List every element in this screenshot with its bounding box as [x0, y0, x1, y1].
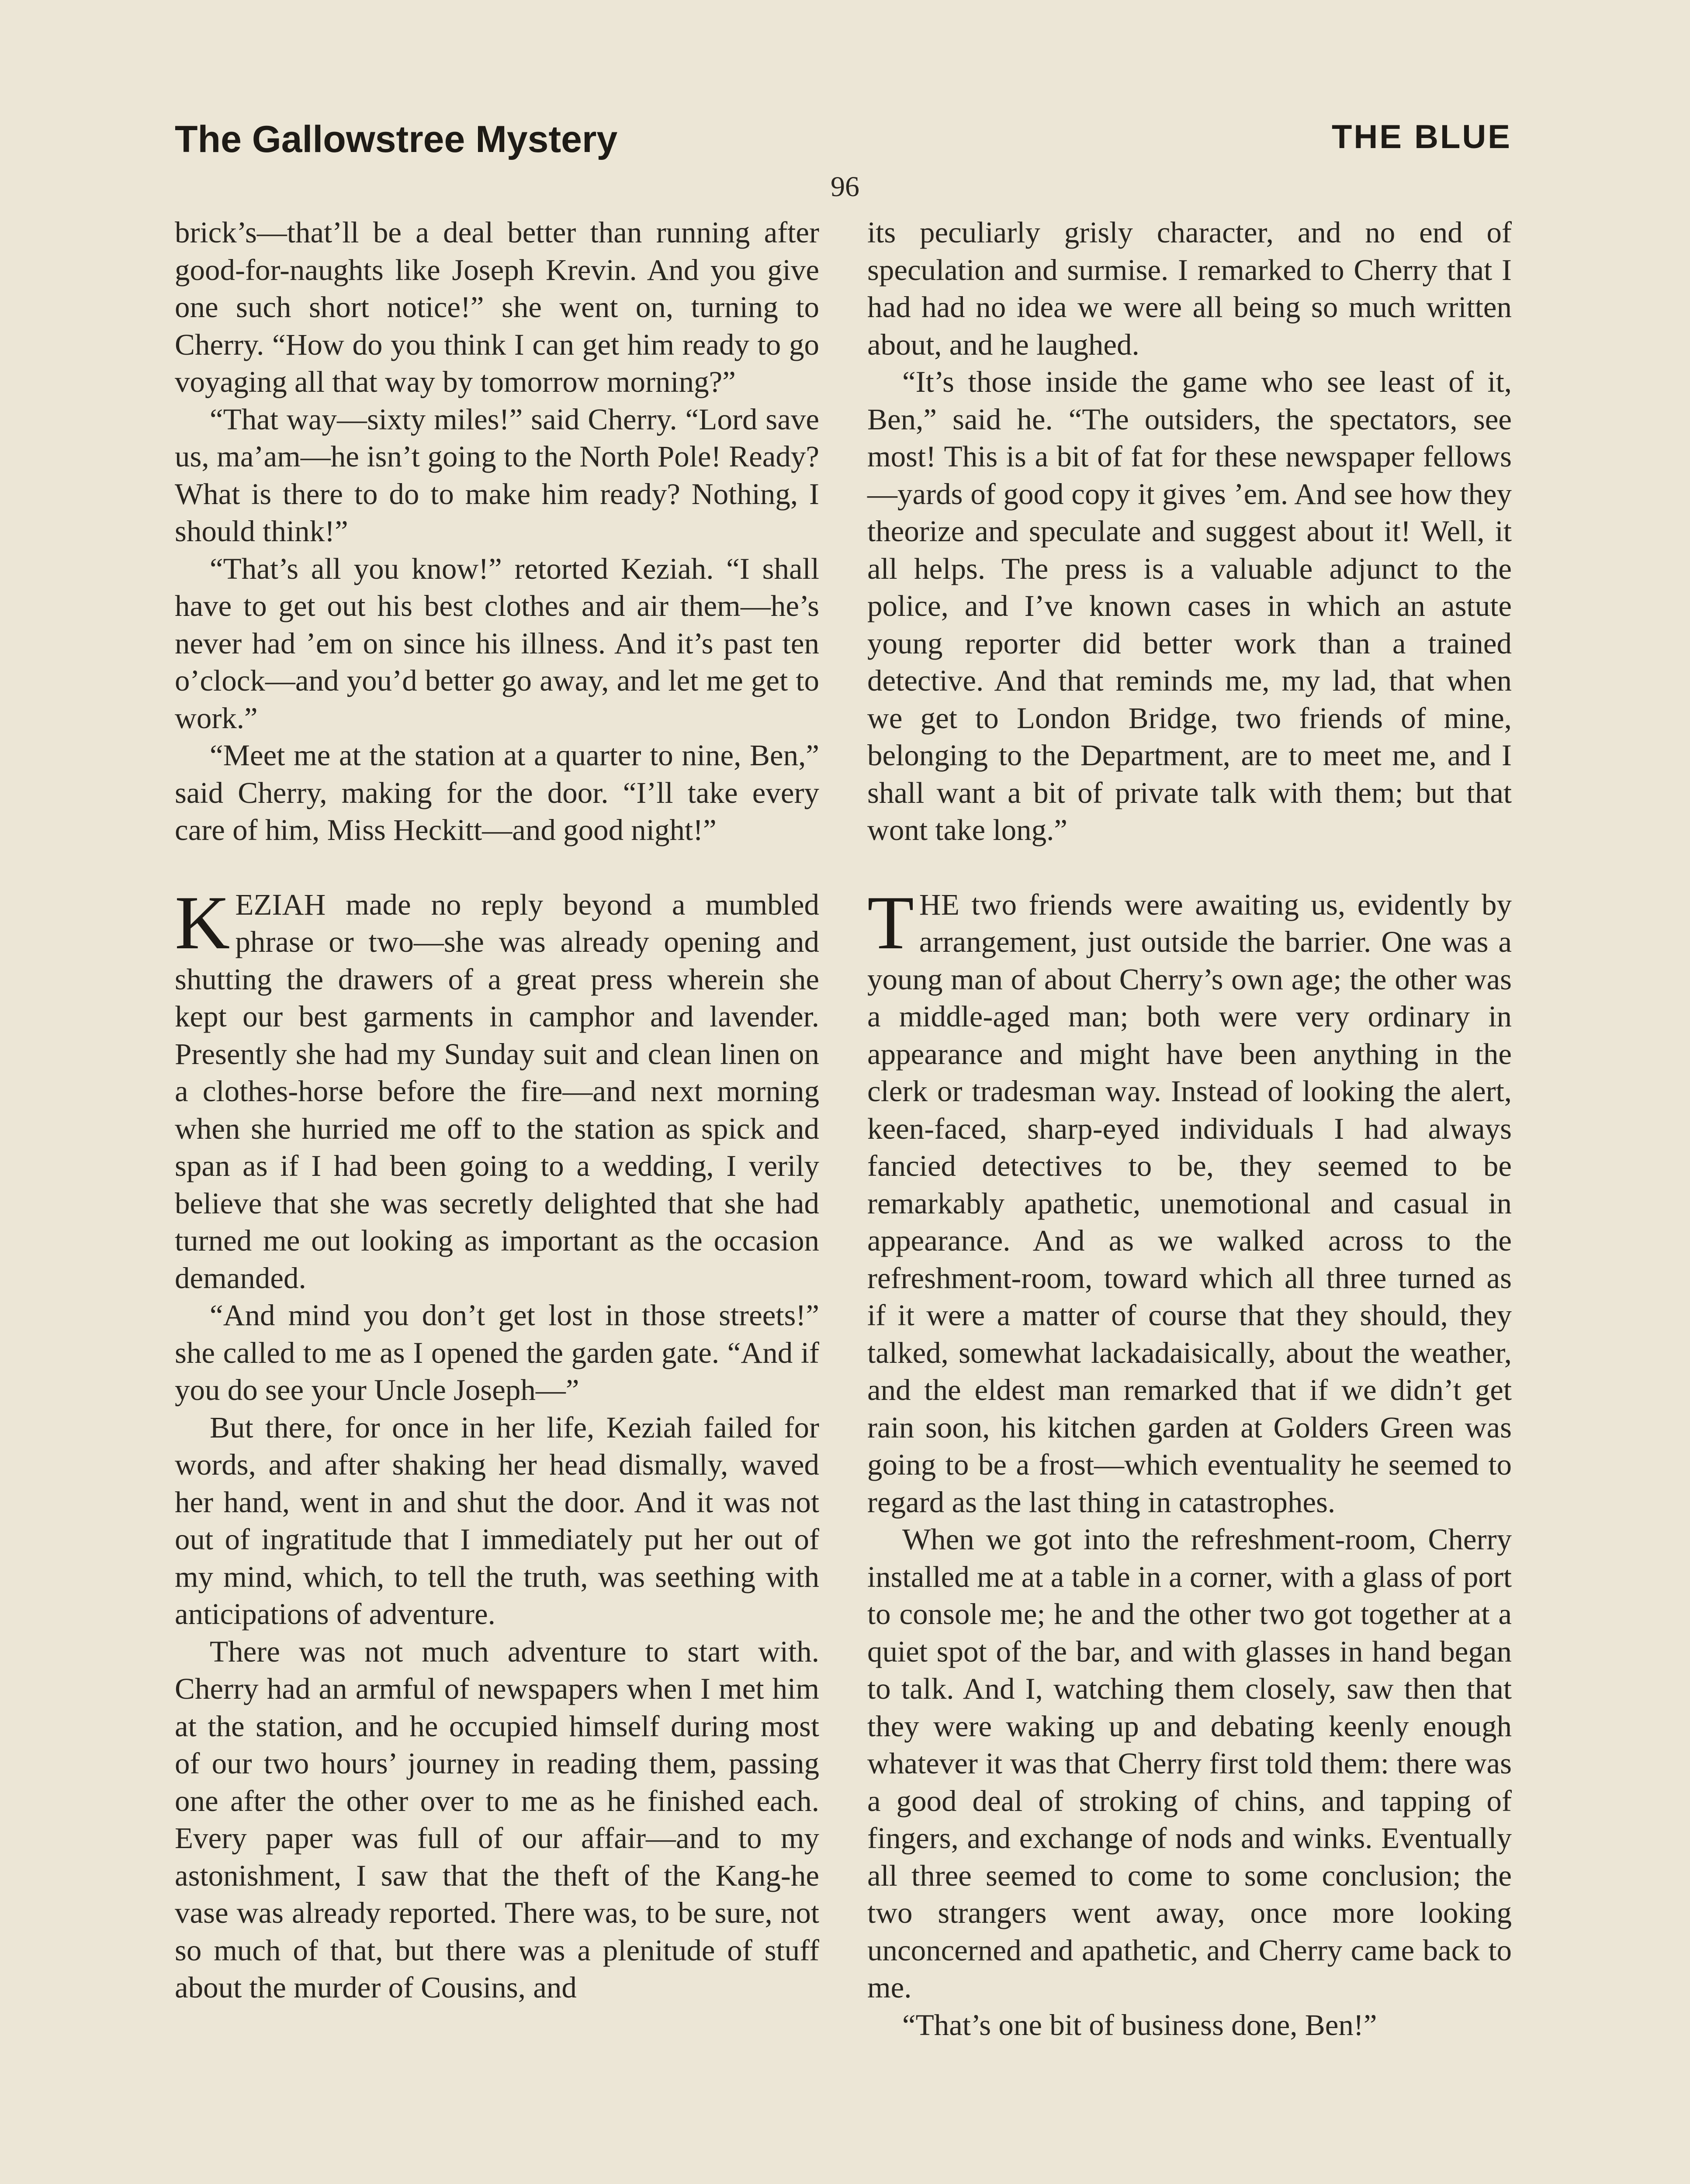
paragraph: “And mind you don’t get lost in those streets!” she called to me as I opened the garden gate. “And if you do see your Uncle Joseph—”: [175, 1299, 819, 1406]
page-number: 96: [831, 171, 859, 203]
section-break: [175, 849, 819, 886]
paragraph: brick’s—that’ll be a deal better than running after good-for-naughts like Joseph Krevin. And you give one such short notice!” she went on, turning to Cherry. “How do you think I can get him ready to go voyaging all that way by tomorrow morning?”: [175, 216, 819, 398]
paragraph: When we got into the refreshment-room, Cherry installed me at a table in a corner, with a glass of port to console me; he and the other two got together at a quiet spot of the bar, and with glasses in hand began to talk. And I, watching them closely, saw then that they were waking up and debating keenly enough whatever it was that Cherry first told them: there was a good deal of stroking of chins, and tapping of fingers, and exchange of nods and winks. Eventually all three seemed to come to some conclusion; the two strangers went away, once more looking unconcerned and apathetic, and Cherry came back to me.: [867, 1523, 1512, 2004]
paragraph: But there, for once in her life, Keziah failed for words, and after shaking her head dismally, waved her hand, went in and shut the door. And it was not out of ingratitude that I immediately put her out of my mind, which, to tell the truth, was seething with anticipations of adventure.: [175, 1410, 819, 1631]
left-column: [175, 214, 819, 2007]
paragraph: “That’s all you know!” retorted Keziah. “I shall have to get out his best clothes and air them—he’s never had ’em on since his illness. And it’s past ten o’clock—and you’d better go away, and let me get to work.”: [175, 552, 819, 735]
page-header: [175, 118, 1512, 179]
paragraph-text: HE two friends were awaiting us, evidently by arrangement, just outside the barrier. One was a young man of about Cherry’s own age; the other was a middle-aged man; both were very ordinary in appearance and might have been anything in the clerk or tradesman way. Instead of looking the alert, keen-faced, sharp-eyed individuals I had always fancied detectives to be, they seemed to be remarkably apathetic, unemotional and casual in appearance. And as we walked across to the refreshment-room, toward which all three turned as if it were a matter of course that they should, they talked, somewhat lackadaisically, about the weather, and the eldest man remarked that if we didn’t get rain soon, his kitchen garden at Golders Green was going to be a frost—which eventuality he seemed to regard as the last thing in catastrophes.: [867, 888, 1512, 1519]
drop-cap: T: [867, 880, 914, 965]
magazine-name: THE BLUE: [1332, 118, 1512, 156]
paragraph: “Meet me at the station at a quarter to nine, Ben,” said Cherry, making for the door. “I’ll take every care of him, Miss Heckitt—and good night!”: [175, 739, 819, 847]
right-column: [867, 214, 1512, 2044]
paragraph: There was not much adventure to start with. Cherry had an armful of newspapers when I met him at the station, and he occupied himself during most of our two hours’ journey in reading them, passing one after the other over to me as he finished each. Every paper was full of our affair—and to my astonishment, I saw that the theft of the Kang-he vase was already reported. There was, to be sure, not so much of that, but there was a plenitude of stuff about the murder of Cousins, and: [175, 1635, 819, 2004]
section-break: [867, 849, 1512, 886]
paragraph: its peculiarly grisly character, and no end of speculation and surmise. I remarked to Cherry that I had had no idea we were all being so much written about, and he laughed.: [867, 216, 1512, 361]
paragraph-dropcap: [867, 880, 1512, 1521]
paragraph-dropcap: [175, 880, 819, 1297]
paragraph: “That’s one bit of business done, Ben!”: [902, 2008, 1377, 2042]
paragraph-text: EZIAH made no reply beyond a mumbled phrase or two—she was already opening and shutting the drawers of a great press wherein she kept our best garments in camphor and lavender. Presently she had my Sunday suit and clean linen on a clothes-horse before the fire—and next morning when she hurried me off to the station as spick and span as if I had been going to a wedding, I verily believe that she was secretly delighted that she had turned me out looking as important as the occasion demanded.: [175, 888, 819, 1295]
drop-cap: K: [175, 880, 230, 965]
story-title: The Gallowstree Mystery: [175, 118, 618, 160]
paragraph: “That way—sixty miles!” said Cherry. “Lord save us, ma’am—he isn’t going to the North Pole! Ready? What is there to do to make him ready? Nothing, I should think!”: [175, 402, 819, 548]
paragraph: “It’s those inside the game who see least of it, Ben,” said he. “The outsiders, the spectators, see most! This is a bit of fat for these newspaper fellows—yards of good copy it gives ’em. And see how they theorize and speculate and suggest about it! Well, it all helps. The press is a valuable adjunct to the police, and I’ve known cases in which an astute young reporter did better work than a trained detective. And that reminds me, my lad, that when we get to London Bridge, two friends of mine, belonging to the Department, are to meet me, and I shall want a bit of private talk with them; but that wont take long.”: [867, 365, 1512, 847]
